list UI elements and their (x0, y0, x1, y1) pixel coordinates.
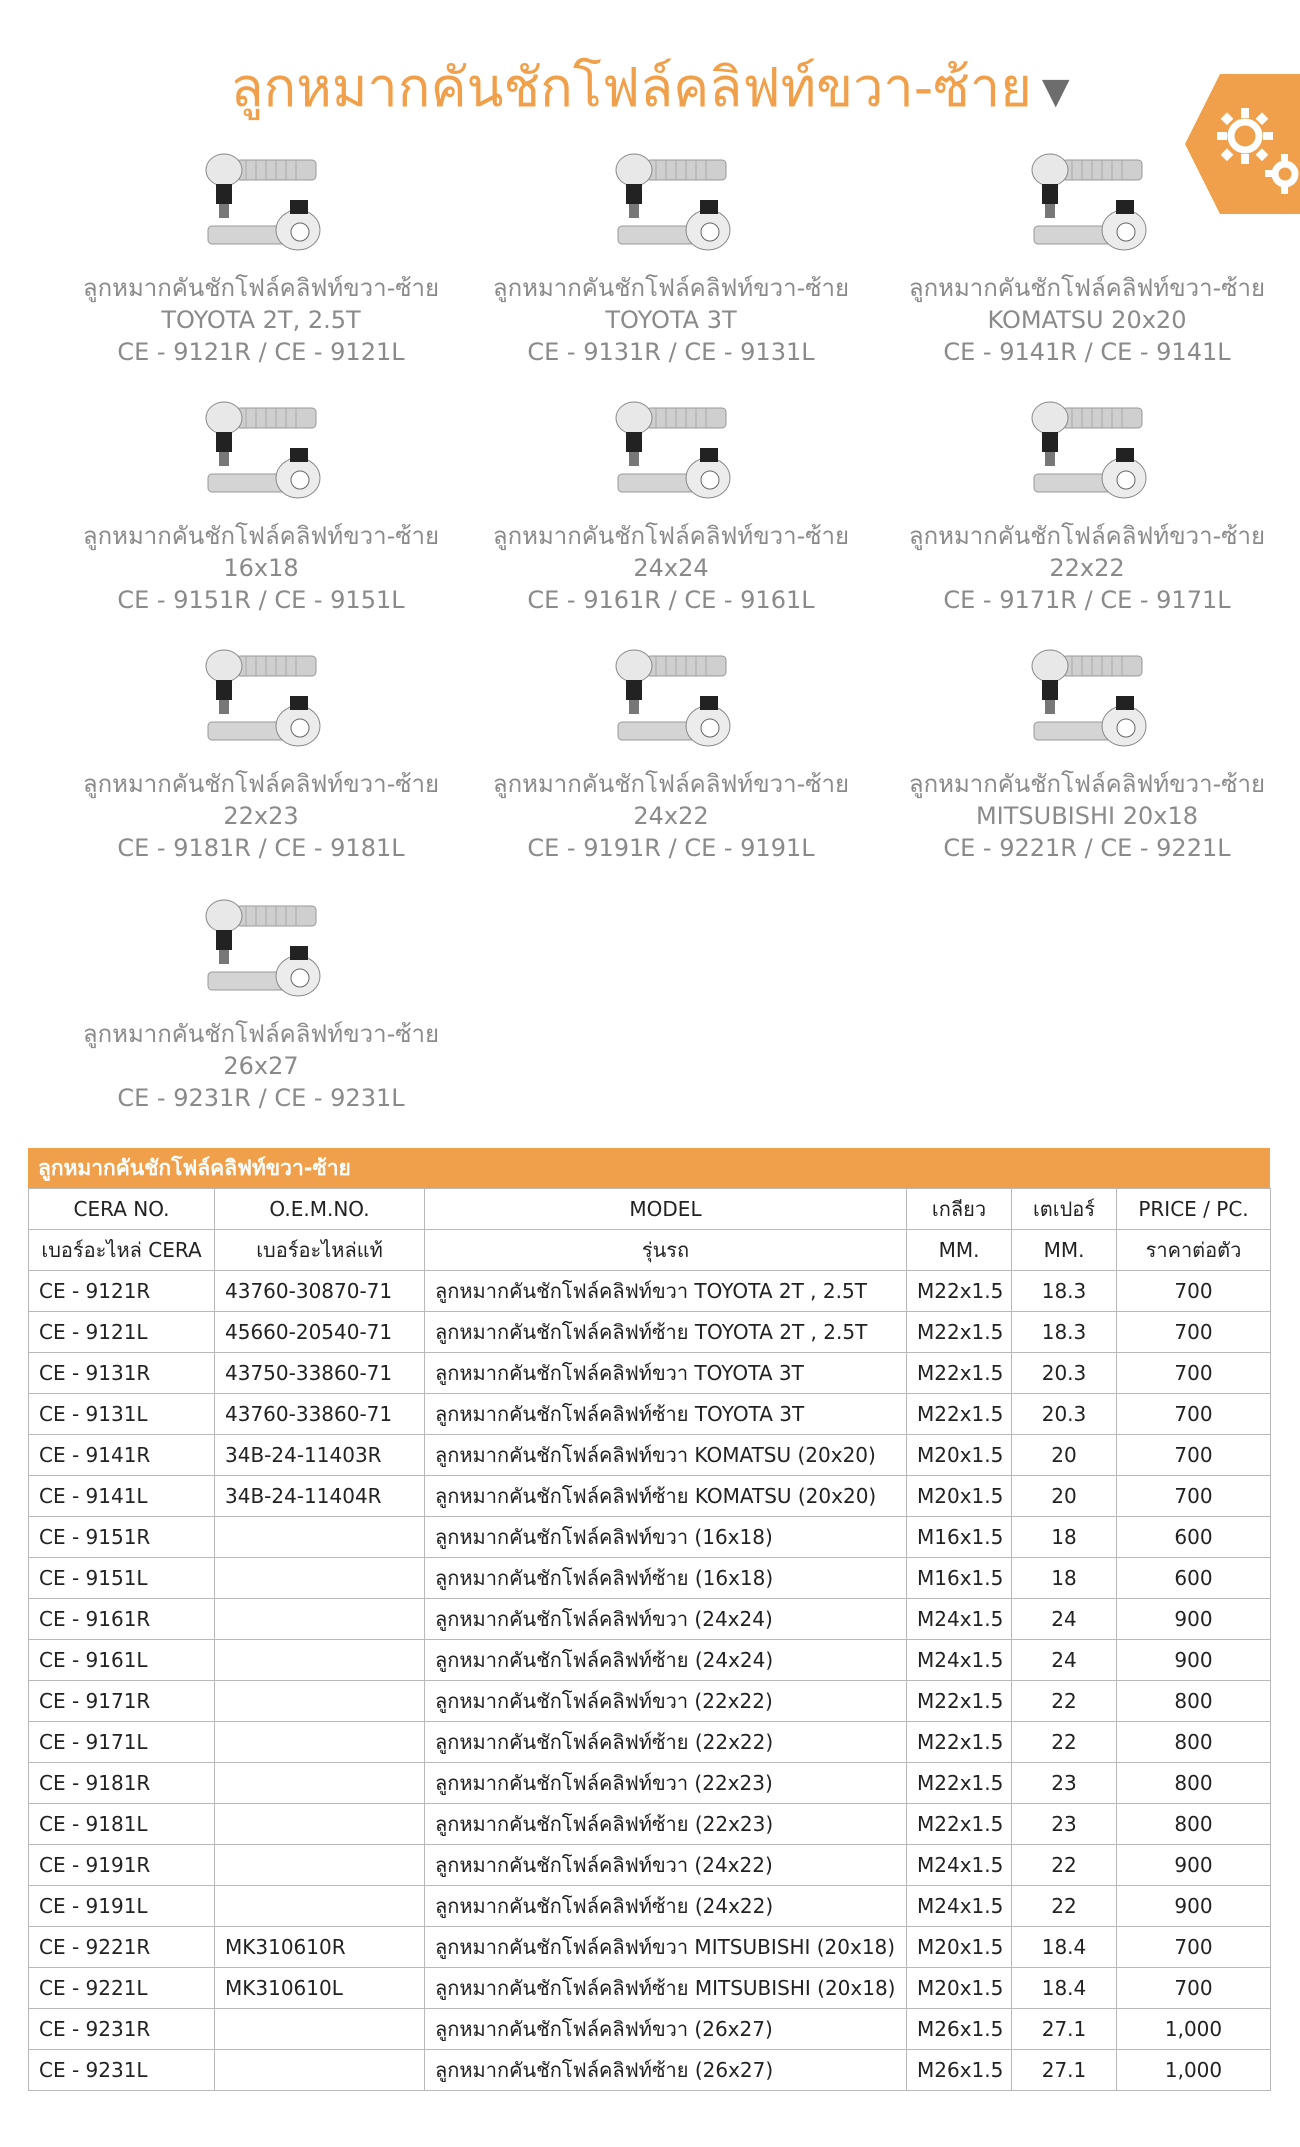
cell-taper: 22 (1012, 1845, 1117, 1886)
cell-model: ลูกหมากคันชักโฟล์คลิฟท์ขวา (16x18) (425, 1517, 907, 1558)
product-part-number: CE - 9181R / CE - 9181L (117, 834, 405, 862)
cell-taper: 18.4 (1012, 1968, 1117, 2009)
cell-taper: 23 (1012, 1763, 1117, 1804)
product-part-number: CE - 9171R / CE - 9171L (943, 586, 1231, 614)
product-model: MITSUBISHI 20x18 (975, 802, 1199, 830)
cell-thread: M24x1.5 (907, 1845, 1012, 1886)
header-thread: เกลียว (907, 1189, 1012, 1230)
table-row (29, 1435, 1271, 1476)
cell-thread: M26x1.5 (907, 2050, 1012, 2091)
cell-taper: 22 (1012, 1886, 1117, 1927)
cell-taper: 20 (1012, 1476, 1117, 1517)
tie-rod-end-image (466, 388, 876, 518)
cell-cera-no: CE - 9161R (29, 1599, 215, 1640)
product-part-number: CE - 9141R / CE - 9141L (943, 338, 1231, 366)
cell-model: ลูกหมากคันชักโฟล์คลิฟท์ขวา TOYOTA 3T (425, 1353, 907, 1394)
cell-price: 900 (1117, 1886, 1271, 1927)
cell-model: ลูกหมากคันชักโฟล์คลิฟท์ขวา TOYOTA 2T , 2.5T (425, 1271, 907, 1312)
cell-oem-no (215, 2009, 425, 2050)
table-row (29, 1517, 1271, 1558)
cell-taper: 18.3 (1012, 1312, 1117, 1353)
cell-thread: M16x1.5 (907, 1558, 1012, 1599)
cell-oem-no: MK310610L (215, 1968, 425, 2009)
product-model: 22x23 (223, 802, 299, 830)
cell-model: ลูกหมากคันชักโฟล์คลิฟท์ขวา (24x22) (425, 1845, 907, 1886)
cell-cera-no: CE - 9151R (29, 1517, 215, 1558)
cell-thread: M20x1.5 (907, 1476, 1012, 1517)
product-part-number: CE - 9121R / CE - 9121L (117, 338, 405, 366)
cell-price: 800 (1117, 1722, 1271, 1763)
tie-rod-end-image (56, 140, 466, 270)
cell-cera-no: CE - 9221R (29, 1927, 215, 1968)
header-cera-no: CERA NO. (29, 1189, 215, 1230)
cell-price: 600 (1117, 1558, 1271, 1599)
cell-model: ลูกหมากคันชักโฟล์คลิฟท์ขวา MITSUBISHI (20x18) (425, 1927, 907, 1968)
page-title (0, 44, 1300, 130)
product-name: ลูกหมากคันชักโฟล์คลิฟท์ขวา-ซ้าย (492, 522, 850, 550)
product-name: ลูกหมากคันชักโฟล์คลิฟท์ขวา-ซ้าย (908, 274, 1266, 302)
page-title-text: ลูกหมากคันชักโฟล์คลิฟท์ขวา-ซ้าย (230, 56, 1032, 119)
product-name: ลูกหมากคันชักโฟล์คลิฟท์ขวา-ซ้าย (82, 770, 440, 798)
product-name: ลูกหมากคันชักโฟล์คลิฟท์ขวา-ซ้าย (82, 522, 440, 550)
cell-model: ลูกหมากคันชักโฟล์คลิฟท์ขวา KOMATSU (20x20) (425, 1435, 907, 1476)
cell-price: 900 (1117, 1599, 1271, 1640)
product-model: 24x22 (633, 802, 709, 830)
product-card (882, 636, 1292, 864)
cell-cera-no: CE - 9171R (29, 1681, 215, 1722)
cell-thread: M22x1.5 (907, 1271, 1012, 1312)
table-row (29, 1968, 1271, 2009)
cell-price: 700 (1117, 1353, 1271, 1394)
cell-thread: M20x1.5 (907, 1968, 1012, 2009)
cell-model: ลูกหมากคันชักโฟล์คลิฟท์ขวา (22x22) (425, 1681, 907, 1722)
table-row (29, 2009, 1271, 2050)
cell-oem-no (215, 1845, 425, 1886)
cell-price: 800 (1117, 1763, 1271, 1804)
cell-model: ลูกหมากคันชักโฟล์คลิฟท์ซ้าย TOYOTA 3T (425, 1394, 907, 1435)
cell-model: ลูกหมากคันชักโฟล์คลิฟท์ซ้าย (16x18) (425, 1558, 907, 1599)
cell-taper: 23 (1012, 1804, 1117, 1845)
product-card (56, 636, 466, 864)
cell-price: 700 (1117, 1476, 1271, 1517)
product-part-number: CE - 9161R / CE - 9161L (527, 586, 815, 614)
product-part-number: CE - 9221R / CE - 9221L (943, 834, 1231, 862)
cell-cera-no: CE - 9131R (29, 1353, 215, 1394)
cell-cera-no: CE - 9221L (29, 1968, 215, 2009)
cell-thread: M22x1.5 (907, 1353, 1012, 1394)
product-part-number: CE - 9151R / CE - 9151L (117, 586, 405, 614)
table-row (29, 1640, 1271, 1681)
cell-oem-no: 34B-24-11403R (215, 1435, 425, 1476)
cell-price: 800 (1117, 1804, 1271, 1845)
cell-price: 1,000 (1117, 2050, 1271, 2091)
header-oem-no: เบอร์อะไหล่แท้ (215, 1230, 425, 1271)
cell-cera-no: CE - 9181R (29, 1763, 215, 1804)
cell-thread: M22x1.5 (907, 1804, 1012, 1845)
cell-price: 700 (1117, 1394, 1271, 1435)
product-card (56, 140, 466, 368)
price-table (28, 1148, 1270, 2091)
table-row (29, 1271, 1271, 1312)
cell-price: 800 (1117, 1681, 1271, 1722)
cell-taper: 24 (1012, 1599, 1117, 1640)
table-row (29, 1599, 1271, 1640)
cell-oem-no: 45660-20540-71 (215, 1312, 425, 1353)
header-model: MODEL (425, 1189, 907, 1230)
header-thread: MM. (907, 1230, 1012, 1271)
cell-cera-no: CE - 9171L (29, 1722, 215, 1763)
cell-cera-no: CE - 9231R (29, 2009, 215, 2050)
cell-model: ลูกหมากคันชักโฟล์คลิฟท์ซ้าย MITSUBISHI (20x18) (425, 1968, 907, 2009)
cell-cera-no: CE - 9181L (29, 1804, 215, 1845)
product-model: TOYOTA 3T (605, 306, 737, 334)
product-card (882, 388, 1292, 616)
cell-oem-no (215, 1517, 425, 1558)
cell-thread: M22x1.5 (907, 1763, 1012, 1804)
table-header-row (29, 1230, 1271, 1271)
cell-cera-no: CE - 9141R (29, 1435, 215, 1476)
cell-oem-no: 43750-33860-71 (215, 1353, 425, 1394)
cell-oem-no (215, 1763, 425, 1804)
tie-rod-end-image (56, 388, 466, 518)
cell-oem-no (215, 1681, 425, 1722)
tie-rod-end-image (56, 886, 466, 1016)
cell-taper: 22 (1012, 1722, 1117, 1763)
cell-model: ลูกหมากคันชักโฟล์คลิฟท์ซ้าย (22x22) (425, 1722, 907, 1763)
cell-oem-no: 43760-33860-71 (215, 1394, 425, 1435)
product-card (466, 140, 876, 368)
header-price: ราคาต่อตัว (1117, 1230, 1271, 1271)
cell-thread: M20x1.5 (907, 1927, 1012, 1968)
cell-oem-no (215, 1722, 425, 1763)
table-caption: ลูกหมากคันชักโฟล์คลิฟท์ขวา-ซ้าย (28, 1148, 1270, 1188)
cell-oem-no (215, 2050, 425, 2091)
cell-taper: 20 (1012, 1435, 1117, 1476)
cell-oem-no (215, 1599, 425, 1640)
cell-thread: M22x1.5 (907, 1312, 1012, 1353)
header-taper: MM. (1012, 1230, 1117, 1271)
table-row (29, 1394, 1271, 1435)
product-card (466, 636, 876, 864)
cell-oem-no (215, 1640, 425, 1681)
table-row (29, 1312, 1271, 1353)
tie-rod-end-image (56, 636, 466, 766)
cell-taper: 27.1 (1012, 2009, 1117, 2050)
cell-thread: M22x1.5 (907, 1394, 1012, 1435)
table-row (29, 1763, 1271, 1804)
cell-price: 900 (1117, 1845, 1271, 1886)
cell-taper: 18.4 (1012, 1927, 1117, 1968)
cell-taper: 20.3 (1012, 1353, 1117, 1394)
cell-price: 700 (1117, 1927, 1271, 1968)
tie-rod-end-image (882, 636, 1292, 766)
cell-thread: M22x1.5 (907, 1722, 1012, 1763)
product-name: ลูกหมากคันชักโฟล์คลิฟท์ขวา-ซ้าย (492, 274, 850, 302)
cell-cera-no: CE - 9191R (29, 1845, 215, 1886)
tie-rod-end-image (882, 140, 1292, 270)
cell-model: ลูกหมากคันชักโฟล์คลิฟท์ซ้าย KOMATSU (20x20) (425, 1476, 907, 1517)
cell-taper: 18 (1012, 1517, 1117, 1558)
table-row (29, 2050, 1271, 2091)
cell-taper: 24 (1012, 1640, 1117, 1681)
product-name: ลูกหมากคันชักโฟล์คลิฟท์ขวา-ซ้าย (82, 1020, 440, 1048)
header-taper: เตเปอร์ (1012, 1189, 1117, 1230)
cell-price: 1,000 (1117, 2009, 1271, 2050)
cell-cera-no: CE - 9151L (29, 1558, 215, 1599)
cell-cera-no: CE - 9161L (29, 1640, 215, 1681)
cell-price: 700 (1117, 1435, 1271, 1476)
dropdown-arrow-icon[interactable]: ▼ (1041, 70, 1070, 112)
product-part-number: CE - 9191R / CE - 9191L (527, 834, 815, 862)
cell-model: ลูกหมากคันชักโฟล์คลิฟท์ขวา (22x23) (425, 1763, 907, 1804)
cell-cera-no: CE - 9131L (29, 1394, 215, 1435)
cell-thread: M24x1.5 (907, 1640, 1012, 1681)
cell-model: ลูกหมากคันชักโฟล์คลิฟท์ขวา (26x27) (425, 2009, 907, 2050)
product-card (882, 140, 1292, 368)
cell-model: ลูกหมากคันชักโฟล์คลิฟท์ซ้าย (24x24) (425, 1640, 907, 1681)
table-header-row (29, 1189, 1271, 1230)
table-row (29, 1353, 1271, 1394)
header-cera-no: เบอร์อะไหล่ CERA (29, 1230, 215, 1271)
cell-cera-no: CE - 9121L (29, 1312, 215, 1353)
cell-model: ลูกหมากคันชักโฟล์คลิฟท์ซ้าย (26x27) (425, 2050, 907, 2091)
cell-taper: 22 (1012, 1681, 1117, 1722)
cell-thread: M24x1.5 (907, 1599, 1012, 1640)
product-model: 22x22 (1049, 554, 1125, 582)
cell-price: 600 (1117, 1517, 1271, 1558)
cell-taper: 18 (1012, 1558, 1117, 1599)
product-model: 24x24 (633, 554, 709, 582)
cell-price: 700 (1117, 1312, 1271, 1353)
header-oem-no: O.E.M.NO. (215, 1189, 425, 1230)
table-row (29, 1845, 1271, 1886)
cell-oem-no (215, 1804, 425, 1845)
product-model: KOMATSU 20x20 (987, 306, 1187, 334)
cell-taper: 27.1 (1012, 2050, 1117, 2091)
cell-cera-no: CE - 9231L (29, 2050, 215, 2091)
cell-thread: M16x1.5 (907, 1517, 1012, 1558)
product-part-number: CE - 9131R / CE - 9131L (527, 338, 815, 366)
cell-cera-no: CE - 9141L (29, 1476, 215, 1517)
cell-model: ลูกหมากคันชักโฟล์คลิฟท์ขวา (24x24) (425, 1599, 907, 1640)
product-model: 26x27 (223, 1052, 299, 1080)
cell-price: 700 (1117, 1271, 1271, 1312)
product-name: ลูกหมากคันชักโฟล์คลิฟท์ขวา-ซ้าย (908, 522, 1266, 550)
cell-oem-no: MK310610R (215, 1927, 425, 1968)
table-row (29, 1927, 1271, 1968)
table-row (29, 1886, 1271, 1927)
product-card (466, 388, 876, 616)
table-row (29, 1558, 1271, 1599)
cell-oem-no: 34B-24-11404R (215, 1476, 425, 1517)
cell-taper: 18.3 (1012, 1271, 1117, 1312)
cell-thread: M20x1.5 (907, 1435, 1012, 1476)
cell-taper: 20.3 (1012, 1394, 1117, 1435)
cell-oem-no: 43760-30870-71 (215, 1271, 425, 1312)
product-model: 16x18 (223, 554, 299, 582)
cell-oem-no (215, 1886, 425, 1927)
cell-thread: M26x1.5 (907, 2009, 1012, 2050)
product-card (56, 388, 466, 616)
cell-model: ลูกหมากคันชักโฟล์คลิฟท์ซ้าย TOYOTA 2T , 2.5T (425, 1312, 907, 1353)
tie-rod-end-image (882, 388, 1292, 518)
table-row (29, 1722, 1271, 1763)
product-model: TOYOTA 2T, 2.5T (161, 306, 361, 334)
cell-model: ลูกหมากคันชักโฟล์คลิฟท์ซ้าย (24x22) (425, 1886, 907, 1927)
cell-thread: M22x1.5 (907, 1681, 1012, 1722)
cell-cera-no: CE - 9121R (29, 1271, 215, 1312)
table-row (29, 1681, 1271, 1722)
header-model: รุ่นรถ (425, 1230, 907, 1271)
product-part-number: CE - 9231R / CE - 9231L (117, 1084, 405, 1112)
product-name: ลูกหมากคันชักโฟล์คลิฟท์ขวา-ซ้าย (82, 274, 440, 302)
table-row (29, 1804, 1271, 1845)
cell-price: 900 (1117, 1640, 1271, 1681)
product-name: ลูกหมากคันชักโฟล์คลิฟท์ขวา-ซ้าย (908, 770, 1266, 798)
product-name: ลูกหมากคันชักโฟล์คลิฟท์ขวา-ซ้าย (492, 770, 850, 798)
table-row (29, 1476, 1271, 1517)
product-card (56, 886, 466, 1114)
cell-price: 700 (1117, 1968, 1271, 2009)
tie-rod-end-image (466, 140, 876, 270)
cell-oem-no (215, 1558, 425, 1599)
cell-cera-no: CE - 9191L (29, 1886, 215, 1927)
header-price: PRICE / PC. (1117, 1189, 1271, 1230)
cell-thread: M24x1.5 (907, 1886, 1012, 1927)
tie-rod-end-image (466, 636, 876, 766)
cell-model: ลูกหมากคันชักโฟล์คลิฟท์ซ้าย (22x23) (425, 1804, 907, 1845)
